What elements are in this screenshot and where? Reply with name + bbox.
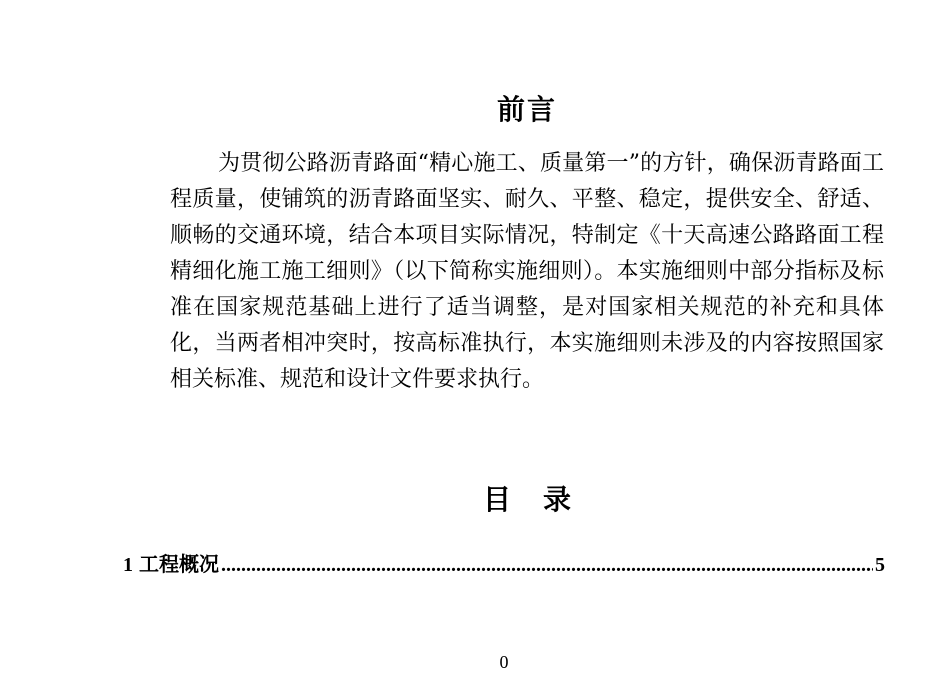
toc-entry-number: 1 — [123, 554, 133, 576]
preface-title: 前言 — [496, 93, 557, 126]
toc-entry[interactable] — [123, 549, 885, 580]
toc-leader-dots — [221, 550, 873, 580]
page-number: 0 — [499, 652, 509, 672]
toc-title-char-1: 目 — [482, 483, 511, 516]
preface-body: 为贯彻公路沥青路面“精心施工、质量第一”的方针，确保沥青路面工程质量，使铺筑的沥青路面坚实、耐久、平整、稳定，提供安全、舒适、顺畅的交通环境，结合本项目实际情况，特制定《十天高速公路路面工程精细化施工施工细则》（以下简称实施细则）。本实施细则中部分指标及标准在国家规范基础上进行了适当调整，是对国家相关规范的补充和具体化，当两者相冲突时，按高标准执行，本实施细则未涉及的内容按照国家相关标准、规范和设计文件要求执行。 — [170, 151, 884, 392]
toc-title-char-2: 录 — [543, 483, 572, 516]
toc-title — [0, 480, 950, 520]
toc-entry-label: 工程概况 — [139, 552, 219, 576]
toc-entry-page: 5 — [875, 554, 885, 576]
